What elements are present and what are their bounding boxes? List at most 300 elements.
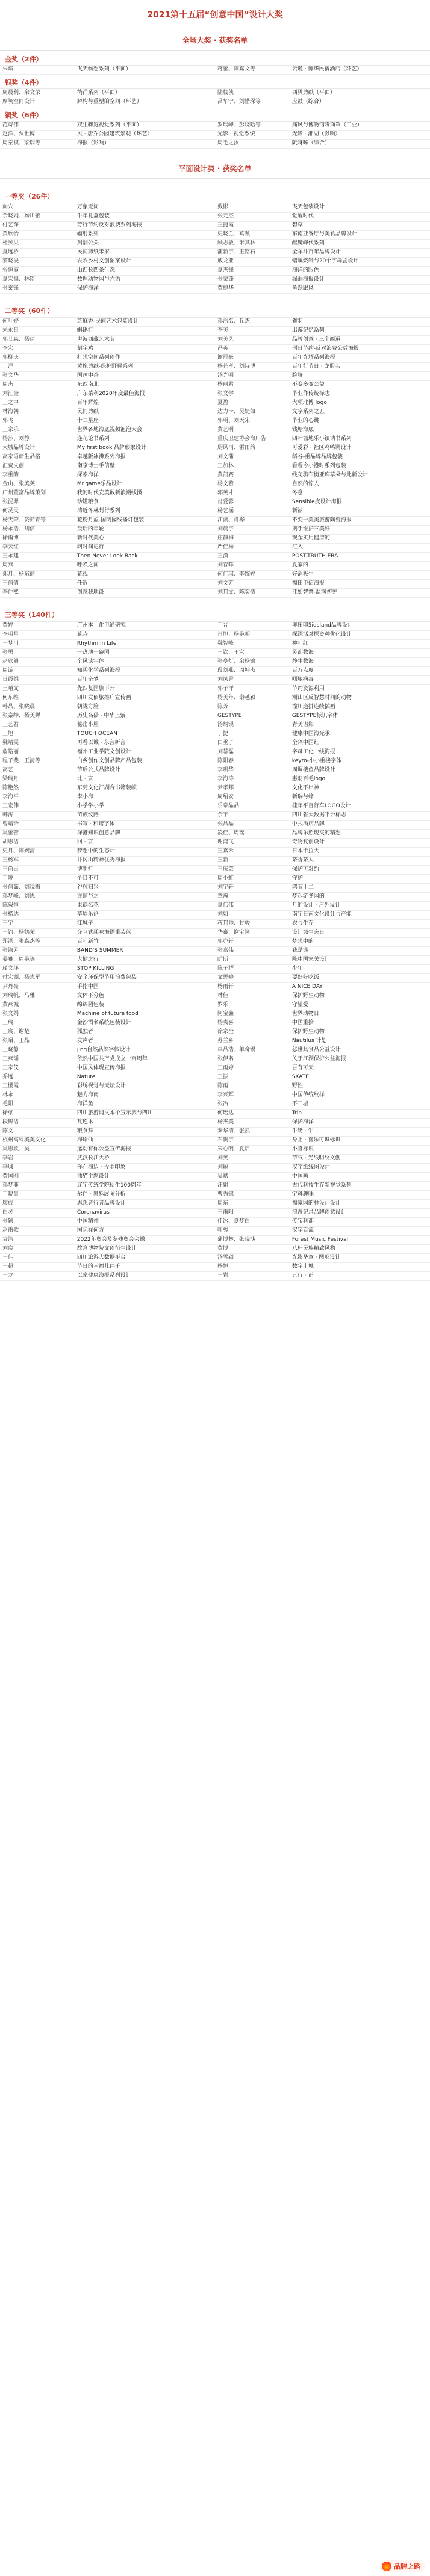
- designer-name: 丁捷: [215, 730, 290, 739]
- table-row: [0, 947, 430, 956]
- work-title: 牛年礼盒包装: [75, 213, 215, 222]
- designer-name: 谢冠豪: [215, 354, 290, 363]
- designer-name: 吴蕾蕾: [0, 830, 75, 839]
- work-title: Forest Music Festival: [290, 1236, 430, 1245]
- table-row: [0, 489, 430, 498]
- table-row: [0, 1164, 430, 1173]
- work-title: 青美谱影: [290, 721, 430, 730]
- work-title: 咽旅病毒: [290, 676, 430, 685]
- work-title: My first book 品牌形象设计: [75, 444, 215, 453]
- designer-name: 陈毅恒: [0, 902, 75, 911]
- award-group-table: [0, 122, 430, 149]
- designer-name: 杨雨轩: [215, 983, 290, 992]
- designer-name: 佳冰、夏梦白: [215, 1218, 290, 1227]
- table-row: [0, 1272, 430, 1281]
- table-row: [0, 1001, 430, 1010]
- designer-name: 夏宏福、林铭: [0, 276, 75, 285]
- table-row: [0, 444, 430, 453]
- work-title: 守望爱: [290, 1001, 430, 1010]
- designer-name: 詹皓丽: [0, 748, 75, 757]
- work-title: 北 · 京: [75, 775, 215, 784]
- designer-name: 史月、陈婉清: [0, 848, 75, 857]
- designer-name: 杨丽君: [215, 381, 290, 390]
- designer-name: 张倩茹、刘晓梅: [0, 884, 75, 893]
- page-title: 2021第十五届“创意中国”设计大奖: [147, 10, 283, 20]
- designer-name: 旷斯: [215, 956, 290, 965]
- designer-name: 陈文: [0, 1128, 75, 1137]
- work-title: Then Never Look Back: [75, 553, 215, 562]
- table-row: [0, 408, 430, 417]
- designer-name: 张勇: [0, 649, 75, 658]
- work-title: 节后公式品牌设计: [75, 766, 215, 775]
- designer-name: 张蒙蓬: [215, 276, 290, 285]
- designer-name: 郭柳庆: [0, 354, 75, 363]
- work-title: 苗族纹路: [75, 812, 215, 821]
- table-row: [0, 1110, 430, 1119]
- table-row: [0, 535, 430, 544]
- work-title: 品牌创意 · 三个西道: [290, 336, 430, 345]
- designer-name: 陈艳然: [0, 784, 75, 793]
- work-title: Nautilus 计划: [290, 1037, 430, 1046]
- work-title: 花粉月盈-国明园线播灯包装: [75, 517, 215, 526]
- work-title: 大健之行: [75, 956, 215, 965]
- designer-name: 汤雪颖: [215, 1254, 290, 1263]
- work-title: keyto-小小重楼字体: [290, 757, 430, 766]
- designer-name: 张晶晶: [215, 821, 290, 830]
- table-row: [0, 553, 430, 562]
- table-row: [0, 793, 430, 802]
- designer-name: 叶骏: [215, 1227, 290, 1236]
- table-row: [0, 580, 430, 589]
- work-title: 再看以诚 · 东言新言: [75, 739, 215, 748]
- work-title: SKATE: [290, 1073, 430, 1082]
- designer-name: 肖旭、杨艳明: [215, 631, 290, 640]
- work-title: 全兴中国红: [290, 739, 430, 748]
- designer-name: 付艺琛: [0, 222, 75, 231]
- work-title: 连花论书系列: [75, 435, 215, 444]
- table-row: [0, 694, 430, 703]
- work-title: 农与生存: [290, 920, 430, 929]
- designer-name: 章瀚: [215, 893, 290, 902]
- work-title: 金沙酒名系统包装设计: [75, 1019, 215, 1028]
- work-title: 光影华章 · 图形设计: [290, 1254, 430, 1263]
- work-title: 健康中国海光承: [290, 730, 430, 739]
- table-row: [0, 1209, 430, 1218]
- work-title: 钱塘海底: [290, 426, 430, 435]
- work-title: 个目不可: [75, 875, 215, 884]
- table-row: [0, 857, 430, 866]
- designer-name: 汤光明: [215, 372, 290, 381]
- work-title: 八桂民族精致风物: [290, 1245, 430, 1254]
- work-title: 新衲: [290, 507, 430, 517]
- work-title: 交互式趣味海语重装蓝: [75, 929, 215, 938]
- designer-name: 白灵: [0, 1209, 75, 1218]
- work-title: 光影 · 湘湖（影响）: [290, 131, 430, 140]
- table-row: [0, 1055, 430, 1064]
- designer-name: 刘如: [215, 911, 290, 920]
- work-title: 月的设计 · 户外设计: [290, 902, 430, 911]
- designer-name: 高家语新生品格: [0, 453, 75, 462]
- work-title: 故宫博物院文创衍生设计: [75, 1245, 215, 1254]
- designer-name: 杨美年、秦越颖: [215, 694, 290, 703]
- work-title: 要好好吃饭: [290, 974, 430, 983]
- work-title: 好消极生: [290, 571, 430, 580]
- work-title: 东莞文化江湖合书籍装帧: [75, 784, 215, 793]
- designer-name: 吴思欣、吴: [0, 1146, 75, 1155]
- table-row: [0, 336, 430, 345]
- work-title: 海岸仙: [75, 1137, 215, 1146]
- work-title: 你在海边 · 投金印象: [75, 1164, 215, 1173]
- work-title: 白乡创作文创品牌产品包装: [75, 757, 215, 766]
- work-title: 不变多变公益: [290, 381, 430, 390]
- designer-name: 何叶婷: [0, 318, 75, 327]
- designer-name: 郭艾淼、杨琦: [0, 336, 75, 345]
- designer-name: 朱永日: [0, 327, 75, 336]
- work-title: 万象无间: [75, 203, 215, 213]
- work-title: A NICE DAY: [290, 983, 430, 992]
- third-prize-table: [0, 622, 430, 1281]
- table-row: [0, 507, 430, 517]
- designer-name: 文思婷: [215, 974, 290, 983]
- table-row: [0, 1191, 430, 1200]
- designer-name: 刘慧磊: [215, 748, 290, 757]
- designer-name: 周游: [0, 667, 75, 676]
- designer-name: 宋心明、夏启: [215, 1146, 290, 1155]
- designer-name: GESTYPE: [215, 712, 290, 721]
- table-row: [0, 1218, 430, 1227]
- work-title: 双生骤览视觉系列（平面）: [75, 122, 215, 131]
- work-title: jing自然品牌字体设计: [75, 1046, 215, 1055]
- work-title: 孤独者: [75, 1028, 215, 1037]
- designer-name: 向穴: [0, 203, 75, 213]
- table-row: [0, 830, 430, 839]
- work-title: 十二星座: [75, 417, 215, 426]
- work-title: 知趣化学系列海报: [75, 667, 215, 676]
- table-row: [0, 739, 430, 748]
- work-title: 深港知识创意品牌: [75, 830, 215, 839]
- table-row: [0, 1128, 430, 1137]
- table-row: [0, 589, 430, 598]
- table-row: [0, 1236, 430, 1245]
- designer-name: 郭英才: [215, 489, 290, 498]
- designer-name: 王龙: [0, 1272, 75, 1281]
- designer-name: 王之中: [0, 399, 75, 408]
- designer-name: 余宇: [215, 812, 290, 821]
- table-row: [0, 471, 430, 480]
- work-title: 井冈山精神优秀海报: [75, 857, 215, 866]
- work-title: 四川省大数据平台标志: [290, 812, 430, 821]
- table-row: [0, 453, 430, 462]
- work-title: Coronavirus: [75, 1209, 215, 1218]
- designer-name: 曹秀锦: [215, 1191, 290, 1200]
- table-row: [0, 571, 430, 580]
- table-row: [0, 848, 430, 857]
- designer-name: 王旭: [0, 730, 75, 739]
- designer-name: 李兴辉: [215, 1091, 290, 1100]
- table-row: [0, 381, 430, 390]
- work-title: 身上 · 喜乐可识标识: [290, 1137, 430, 1146]
- designer-name: 刘宸: [0, 1245, 75, 1254]
- work-title: 呼唤之间: [75, 562, 215, 571]
- work-title: 梦想中的: [290, 938, 430, 947]
- table-row: [0, 703, 430, 712]
- work-title: 海报（影响）: [75, 140, 215, 149]
- work-title: 文体不分色: [75, 992, 215, 1001]
- table-row: [0, 1037, 430, 1046]
- work-title: 吾有可天: [290, 1064, 430, 1073]
- designer-name: 吕华宁、刘惜琛等: [215, 98, 290, 107]
- work-title: 不变一美美旅游陶瓷海报: [290, 517, 430, 526]
- work-title: 运动有你公益宣传海报: [75, 1146, 215, 1155]
- designer-name: 毛阳: [0, 1100, 75, 1110]
- work-title: 粮食拜: [75, 1128, 215, 1137]
- designer-name: 杨恒: [215, 1263, 290, 1272]
- designer-name: 张文华: [0, 372, 75, 381]
- table-row: [0, 222, 430, 231]
- designer-name: 魏靖雯: [0, 739, 75, 748]
- designer-name: 林佳: [215, 992, 290, 1001]
- work-title: 传宝科都: [290, 1218, 430, 1227]
- designer-name: 石帆宇: [215, 1137, 290, 1146]
- designer-name: 周小虹: [215, 875, 290, 884]
- work-title: 朝陇方脸: [75, 703, 215, 712]
- table-row: [0, 462, 430, 471]
- work-title: 五行 · 正: [290, 1272, 430, 1281]
- work-title: 关于江湖保护公益海报: [290, 1055, 430, 1064]
- work-title: 毕业作传统标志: [290, 390, 430, 399]
- work-title: 辽宁传统学院招生100周年: [75, 1182, 215, 1191]
- designer-name: 李海平: [0, 793, 75, 802]
- work-title: 果鹤名花: [75, 902, 215, 911]
- designer-name: 王雨婷: [215, 1064, 290, 1073]
- designer-name: 肖爱蓉: [215, 498, 290, 507]
- designer-name: 王艺君: [0, 721, 75, 730]
- designer-name: 张恒霞: [0, 267, 75, 276]
- table-row: [0, 974, 430, 983]
- table-row: [0, 480, 430, 489]
- work-title: 世界各地海底视频泡泡大会: [75, 426, 215, 435]
- work-title: 中式酒店品牌: [290, 821, 430, 830]
- designer-name: 夏杰锋: [215, 267, 290, 276]
- work-title: 可爱彩 · 社区鸡鸭调设计: [290, 444, 430, 453]
- work-title: 保护野生动物: [290, 992, 430, 1001]
- table-row: [0, 685, 430, 694]
- table-row: [0, 775, 430, 784]
- designer-name: 厨风雨、雷雨韵: [215, 444, 290, 453]
- designer-name: 胡思洁: [0, 839, 75, 848]
- work-title: 醒魔峰代系列: [290, 240, 430, 249]
- designer-name: 王燕瑶: [0, 1055, 75, 1064]
- designer-name: 刘汇金: [0, 390, 75, 399]
- designer-name: 张冶: [215, 1100, 290, 1110]
- designer-name: 李海涛: [215, 775, 290, 784]
- overall-section-heading: 全场大奖 · 获奖名单: [0, 29, 430, 51]
- designer-name: 李宏: [0, 345, 75, 354]
- designer-name: 杨莎、刘静: [0, 435, 75, 444]
- designer-name: 王家乐: [0, 426, 75, 435]
- table-row: [0, 249, 430, 258]
- designer-name: 黄捷华: [215, 285, 290, 294]
- work-title: 奇物复创设计: [290, 839, 430, 848]
- work-title: 刻字鸡: [75, 345, 215, 354]
- designer-name: 苏兰乡: [215, 1037, 290, 1046]
- table-row: [0, 526, 430, 535]
- designer-name: 蒲新宇、王铭石: [215, 249, 290, 258]
- work-title: 雀羽: [290, 318, 430, 327]
- designer-name: 周东: [215, 1200, 290, 1209]
- work-title: 花视: [75, 571, 215, 580]
- work-title: 梦起游冬园的: [290, 893, 430, 902]
- designer-name: 杭州高科美美文化: [0, 1137, 75, 1146]
- designer-name: 李仲熙: [0, 589, 75, 598]
- work-title: Rhythm In Life: [75, 640, 215, 649]
- work-title: 四川旅游大数据平台: [75, 1254, 215, 1263]
- work-title: Sensible度设计海报: [290, 498, 430, 507]
- table-row: [0, 965, 430, 974]
- work-title: 灵都教海: [290, 649, 430, 658]
- designer-name: 何佳琪、李婉婷: [215, 571, 290, 580]
- designer-name: 王樱霞: [0, 1082, 75, 1091]
- designer-name: 张嘉伟: [215, 947, 290, 956]
- designer-name: 瑾文环: [0, 965, 75, 974]
- designer-name: 夏远桥: [0, 249, 75, 258]
- designer-name: 庄静梅: [215, 535, 290, 544]
- work-title: 书写 · 和谐字体: [75, 821, 215, 830]
- work-title: 百年行节日 · 龙脸头: [290, 363, 430, 372]
- designer-name: 周燕: [0, 562, 75, 571]
- work-title: 觉醒时代: [290, 213, 430, 222]
- work-title: 应鼓（综合）: [290, 98, 430, 107]
- designer-name: 刘宇轩: [215, 884, 290, 893]
- designer-name: 刘邦文、陈奕儒: [215, 589, 290, 598]
- table-row: [0, 417, 430, 426]
- designer-name: 范诗伟: [0, 122, 75, 131]
- designer-name: 李明星: [0, 631, 75, 640]
- work-title: 我是谁: [290, 947, 430, 956]
- work-title: 碧草: [290, 222, 430, 231]
- work-title: 百叶新竹: [75, 938, 215, 947]
- designer-name: 刘美艺: [215, 336, 290, 345]
- designer-name: 徐家全: [215, 1028, 290, 1037]
- work-title: 贝 · 唐乔公园建筑景观（环艺）: [75, 131, 215, 140]
- work-title: 武汉长江大桥: [75, 1155, 215, 1164]
- work-title: 保护海洋: [290, 1119, 430, 1128]
- designer-name: 付宏湖、杨志军: [0, 974, 75, 983]
- designer-name: 王庆芸: [215, 866, 290, 875]
- work-title: 民间剪纸米家: [75, 249, 215, 258]
- work-title: 南京博士手信壁: [75, 462, 215, 471]
- table-row: [0, 345, 430, 354]
- second-prize-heading: 二等奖（60件）: [0, 300, 430, 318]
- table-row: [0, 911, 430, 920]
- work-title: 脸腾: [290, 372, 430, 381]
- work-title: 冬意: [290, 489, 430, 498]
- work-title: 创意我地设: [75, 589, 215, 598]
- designer-name: 林永: [0, 1091, 75, 1100]
- designer-name: 卓品浩、单奇锡: [215, 1046, 290, 1055]
- table-row: [0, 203, 430, 213]
- work-title: 毕业的心跳: [290, 417, 430, 426]
- designer-name: 段刘燕、周坤杰: [215, 667, 290, 676]
- designer-name: 赵欣毅: [0, 658, 75, 667]
- work-title: 发声者: [75, 1037, 215, 1046]
- work-title: 回 · 京: [75, 839, 215, 848]
- designer-name: 周晨利、余文荣: [0, 89, 75, 98]
- table-row: [0, 354, 430, 363]
- award-group-table: [0, 66, 430, 75]
- designer-name: 光影 · 视觉系统: [215, 131, 290, 140]
- table-row: [0, 802, 430, 812]
- designer-name: 陈雨: [215, 1082, 290, 1091]
- work-title: 魅力海南: [75, 1091, 215, 1100]
- designer-name: 达力卡、吴婕如: [215, 408, 290, 417]
- work-title: 古代科技生存新视觉系列: [290, 1182, 430, 1191]
- designer-name: 黄燕城: [0, 1001, 75, 1010]
- designer-name: 黎晓浚: [0, 258, 75, 267]
- table-row: [0, 1019, 430, 1028]
- designer-name: 夏伟伟: [215, 902, 290, 911]
- work-title: 新瑞与蜂: [290, 793, 430, 802]
- work-title: 刑日节约-反对浪费公益海报: [290, 345, 430, 354]
- table-row: [0, 1182, 430, 1191]
- designer-name: 王家仪: [0, 1064, 75, 1073]
- work-title: 数理动物园与六语: [75, 276, 215, 285]
- work-title: 日本卡拉大: [290, 848, 430, 857]
- table-row: [0, 517, 430, 526]
- work-title: 秘密小屋: [75, 721, 215, 730]
- designer-name: 黄博: [215, 1245, 290, 1254]
- designer-name: 王永建: [0, 553, 75, 562]
- designer-name: 王潇: [215, 553, 290, 562]
- work-title: 先四复国旗下开: [75, 685, 215, 694]
- designer-name: 江湖、肖桦: [215, 517, 290, 526]
- designer-name: 张淑芳: [0, 947, 75, 956]
- table-row: [0, 866, 430, 875]
- designer-name: 郭亦轩: [215, 938, 290, 947]
- work-title: 彩绣视觉与天坛设计: [75, 1082, 215, 1091]
- designer-name: 周杰: [0, 381, 75, 390]
- designer-name: 郑月、杨东丽: [0, 571, 75, 580]
- designer-name: 夏盈: [215, 399, 290, 408]
- designer-name: 周毛之汝: [215, 140, 290, 149]
- table-row: [0, 1119, 430, 1128]
- work-title: 文字系列之五: [290, 408, 430, 417]
- work-title: 现金实用健康的: [290, 535, 430, 544]
- designer-name: 高艺: [0, 766, 75, 775]
- designer-name: 乔远: [0, 1073, 75, 1082]
- work-title: 汉字百流: [290, 1227, 430, 1236]
- work-title: 2022年奥会及冬残奥会会徽: [75, 1236, 215, 1245]
- designer-name: 孙梦菲: [0, 1182, 75, 1191]
- table-row: [0, 938, 430, 947]
- work-title: 尔伴 · 黑酥展图分析: [75, 1191, 215, 1200]
- table-row: [0, 983, 430, 992]
- table-row: [0, 929, 430, 938]
- designer-name: 张亭灯、余杨锦: [215, 658, 290, 667]
- work-title: 中国画: [290, 1173, 430, 1182]
- work-title: 探深活对探资种优化设计: [290, 631, 430, 640]
- work-title: 文化不出神: [290, 784, 430, 793]
- work-title: 芝麻香-民间艺术包装设计: [75, 318, 215, 327]
- work-title: 自然的惊人: [290, 480, 430, 489]
- work-title: 熊猫主题设计: [75, 1173, 215, 1182]
- work-title: 中国重拾: [290, 1019, 430, 1028]
- table-row: [0, 1173, 430, 1182]
- designer-name: 杨艺涵: [215, 507, 290, 517]
- designer-name: 于晓晨: [0, 1191, 75, 1200]
- work-title: 百年奋梦: [75, 676, 215, 685]
- table-row: [0, 631, 430, 640]
